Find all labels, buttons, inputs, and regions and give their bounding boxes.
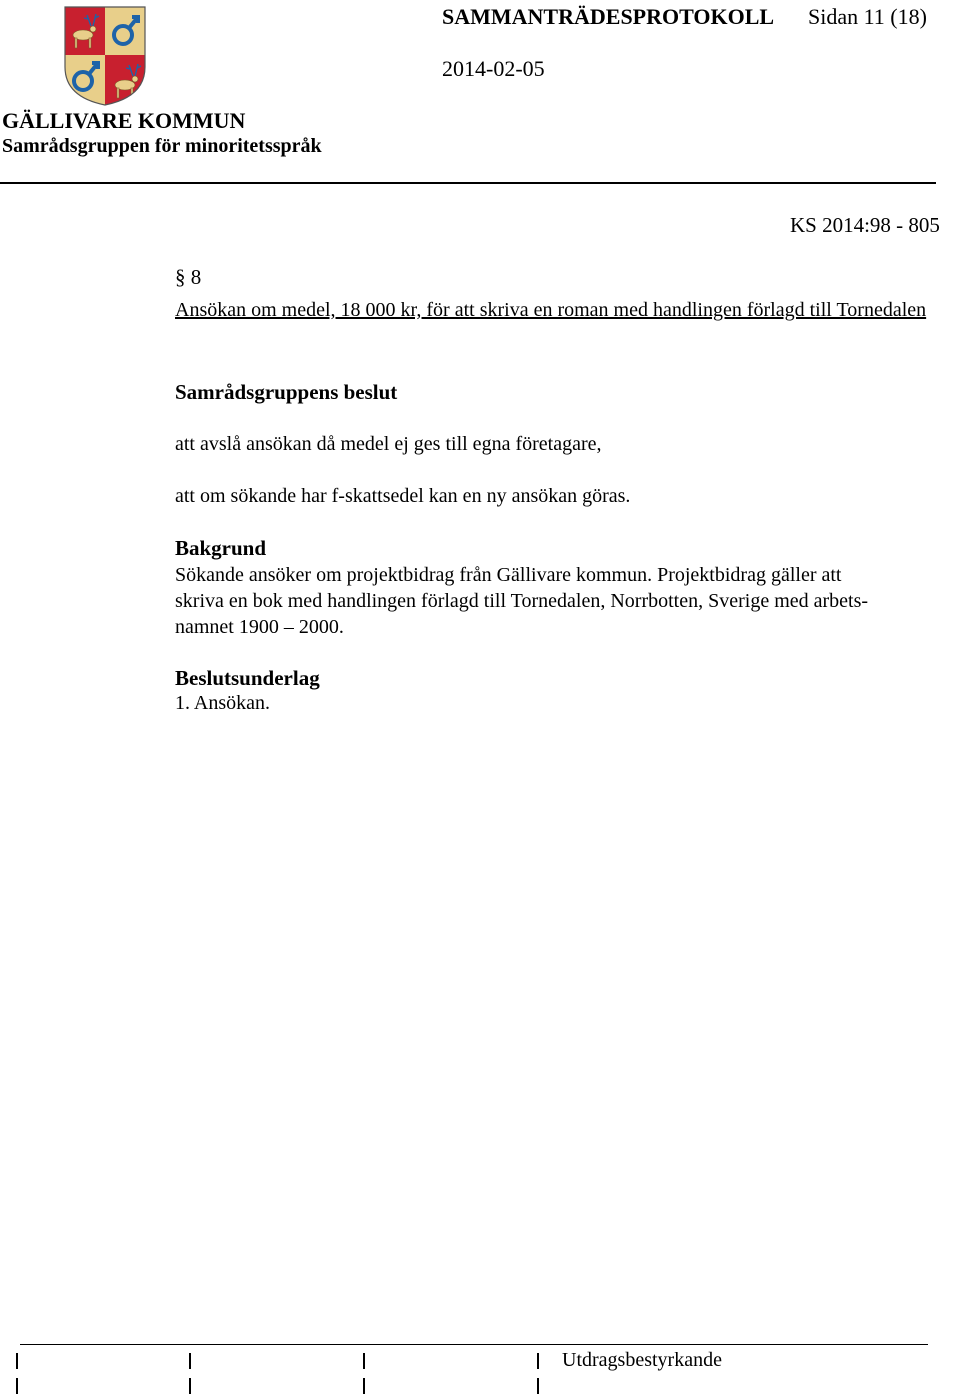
subject-title: Ansökan om medel, 18 000 kr, för att skriva en roman med handlingen förlagd till Tornedalen <box>175 299 927 321</box>
decision-item: att avslå ansökan då medel ej ges till egna företagare, <box>175 433 602 455</box>
page-number: Sidan 11 (18) <box>808 4 927 29</box>
signature-box-divider <box>16 1353 18 1369</box>
case-number: KS 2014:98 - 805 <box>790 213 940 237</box>
signature-box-divider <box>363 1353 365 1369</box>
organization-name: GÄLLIVARE KOMMUN <box>2 108 246 133</box>
signature-box-divider <box>16 1378 18 1394</box>
organization-unit: Samrådsgruppen för minoritetsspråk <box>2 135 322 157</box>
footer-divider <box>20 1344 928 1345</box>
basis-item: 1. Ansökan. <box>175 692 270 714</box>
signature-box-divider <box>537 1353 539 1369</box>
background-text <box>175 562 960 640</box>
decision-heading: Samrådsgruppens beslut <box>175 380 398 404</box>
background-heading: Bakgrund <box>175 536 267 560</box>
paragraph-number: § 8 <box>175 265 202 289</box>
municipal-coat-of-arms-icon <box>63 5 147 107</box>
background-line: namnet 1900 – 2000. <box>175 616 344 638</box>
decision-item: att om sökande har f-skattsedel kan en ny ansökan göras. <box>175 485 631 507</box>
header-divider <box>0 182 936 184</box>
footer-certification-label: Utdragsbestyrkande <box>562 1349 722 1371</box>
basis-heading: Beslutsunderlag <box>175 666 320 690</box>
meeting-date: 2014-02-05 <box>442 56 545 81</box>
signature-box-divider <box>537 1378 539 1394</box>
signature-box-divider <box>363 1378 365 1394</box>
background-line: Sökande ansöker om projektbidrag från Gällivare kommun. Projektbidrag gäller att <box>175 564 842 586</box>
background-line: skriva en bok med handlingen förlagd till Tornedalen, Norrbotten, Sverige med arbets- <box>175 590 869 612</box>
signature-box-divider <box>189 1378 191 1394</box>
signature-box-divider <box>189 1353 191 1369</box>
document-title: SAMMANTRÄDESPROTOKOLL <box>442 4 775 29</box>
